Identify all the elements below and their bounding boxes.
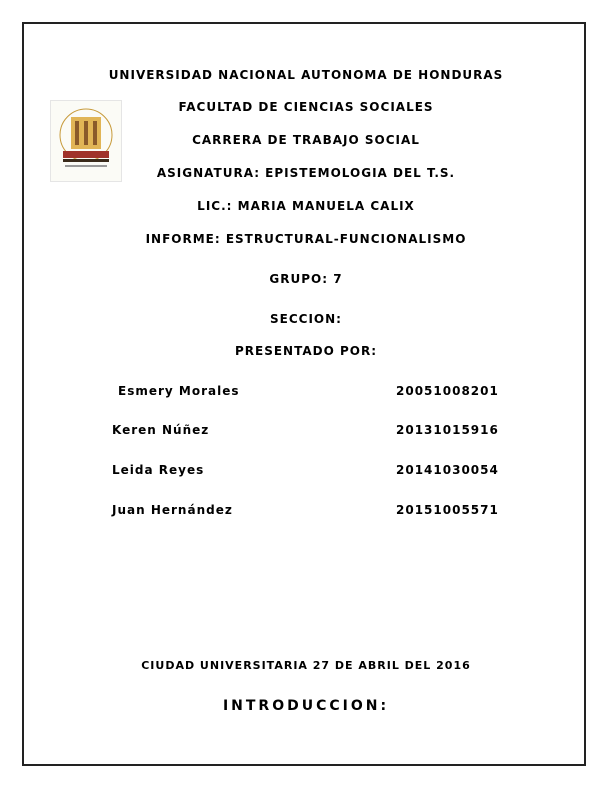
student-name: Esmery Morales (118, 384, 240, 398)
student-name: Juan Hernández (112, 503, 233, 517)
report-title: INFORME: ESTRUCTURAL-FUNCIONALISMO (145, 232, 467, 246)
section-line: SECCION: (270, 312, 342, 326)
student-id: 20131015916 (396, 423, 499, 437)
student-id: 20051008201 (396, 384, 499, 398)
university-name: UNIVERSIDAD NACIONAL AUTONOMA DE HONDURAS (108, 68, 504, 82)
presented-by-label: PRESENTADO POR: (234, 344, 378, 358)
faculty-name: FACULTAD DE CIENCIAS SOCIALES (178, 100, 434, 114)
subject-line: ASIGNATURA: EPISTEMOLOGIA DEL T.S. (156, 166, 456, 180)
student-name: Keren Núñez (112, 423, 210, 437)
career-name: CARRERA DE TRABAJO SOCIAL (192, 133, 420, 147)
group-line: GRUPO: 7 (269, 272, 343, 286)
student-id: 20141030054 (396, 463, 499, 477)
student-id: 20151005571 (396, 503, 499, 517)
professor-line: LIC.: MARIA MANUELA CALIX (197, 199, 415, 213)
introduction-heading: INTRODUCCION: (222, 698, 390, 714)
place-and-date: CIUDAD UNIVERSITARIA 27 DE ABRIL DEL 2016 (141, 659, 471, 672)
student-name: Leida Reyes (112, 463, 205, 477)
